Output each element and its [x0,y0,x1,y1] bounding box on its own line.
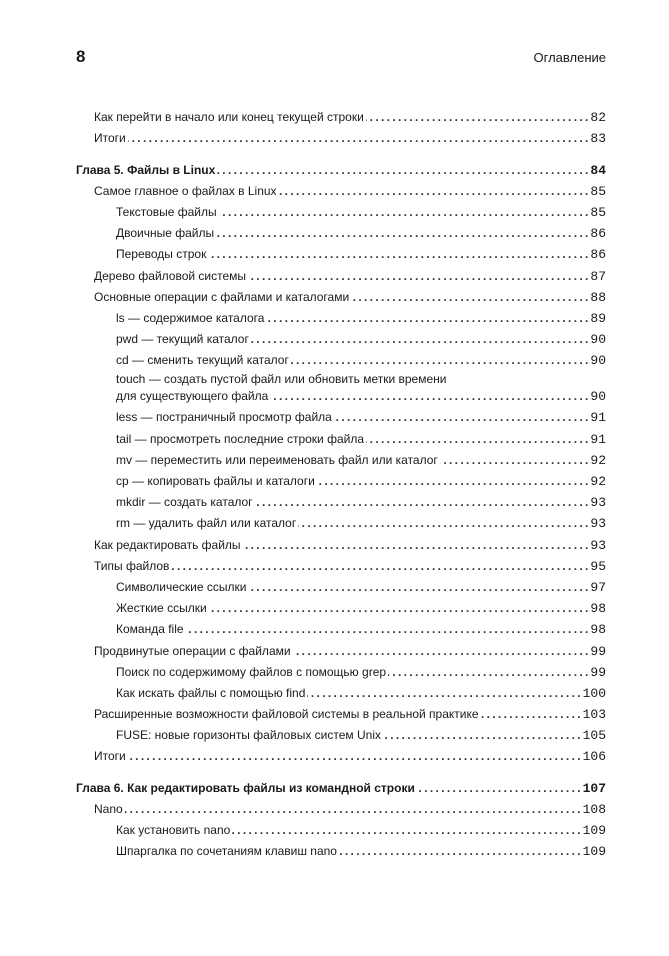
dot-leader [255,495,589,510]
toc-page-number: 83 [590,131,606,147]
dot-leader [125,802,581,817]
dot-leader [417,781,581,796]
toc-entry[interactable] [76,531,606,552]
dot-leader [219,205,589,220]
toc-entry-title: touch — создать пустой файл или обновить метки времени [116,372,447,387]
dot-leader [248,580,588,595]
toc-page-number: 85 [590,183,606,199]
toc-page-number: 97 [590,579,606,595]
toc-entry-title: Nano [94,801,123,816]
toc-entry-title: Глава 5. Файлы в Linux [76,162,216,177]
toc-entry-title: Текстовые файлы [116,204,217,219]
toc-entry[interactable] [76,447,606,468]
dot-leader [383,728,581,743]
toc-entry-title: mkdir — создать каталог [116,495,253,510]
toc-entry-title: Как перейти в начало или конец текущей строки [94,110,364,125]
toc-entry-title: FUSE: новые горизонты файловых систем Unix [116,728,381,743]
toc-entry[interactable] [76,595,606,616]
toc-page-number: 82 [590,110,606,126]
toc-entry-title: Жесткие ссылки [116,601,207,616]
toc-entry-title: Двоичные файлы [116,226,215,241]
toc-page-number: 109 [582,844,606,860]
toc-page-number: 100 [582,685,606,701]
toc-entry-title: Итоги [94,131,126,146]
toc-entry-title: Продвинутые операции с файлами [94,643,291,658]
dot-leader [266,311,588,326]
dot-leader [339,844,581,859]
dot-leader [270,389,588,404]
toc-entry-title: tail — просмотреть последние строки файла [116,431,365,446]
toc-page-number: 90 [590,389,606,405]
dot-leader [481,707,581,722]
table-of-contents [76,104,606,859]
toc-page-number: 85 [590,204,606,220]
toc-entry[interactable] [76,553,606,574]
toc-page-number: 98 [590,622,606,638]
dot-leader [307,686,580,701]
dot-leader [388,665,588,680]
toc-entry-title: Поиск по содержимому файлов с помощью grep [116,664,387,679]
dot-leader [251,332,589,347]
toc-entry-title: Глава 6. Как редактировать файлы из командной строки [76,780,415,795]
toc-entry[interactable] [76,262,606,283]
toc-entry[interactable] [76,637,606,658]
toc-entry-title: Символические ссылки [116,579,247,594]
toc-chapter-entry[interactable] [76,774,606,795]
dot-leader [248,269,588,284]
toc-page-number: 93 [590,537,606,553]
dot-leader [366,110,589,125]
dot-leader [217,163,588,178]
toc-entry-title: Как установить nano [116,823,231,837]
toc-entry[interactable] [76,347,606,368]
toc-chapter-entry[interactable] [76,156,606,177]
dot-leader [440,453,589,468]
toc-entry-title: Итоги [94,749,126,764]
dot-leader [298,516,588,531]
toc-page-number: 92 [590,452,606,468]
toc-page-number: 93 [590,495,606,511]
toc-entry[interactable] [76,404,606,425]
dot-leader [208,247,588,262]
dot-leader [186,622,589,637]
toc-entry-title: mv — переместить или переименовать файл или каталог [116,452,438,467]
toc-entry[interactable] [76,489,606,510]
toc-entry-title-continuation: для существующего файла [116,389,269,404]
toc-page-number: 86 [590,247,606,263]
toc-page-number: 90 [590,353,606,369]
toc-entry-title: rm — удалить файл или каталог [116,516,297,531]
toc-entry-title: ls — содержимое каталога [116,310,265,325]
dot-leader [209,601,589,616]
dot-leader [293,644,589,659]
dot-leader [171,559,588,574]
toc-page-number: 98 [590,601,606,617]
toc-entry-title: Переводы строк [116,247,207,262]
toc-entry[interactable] [76,743,606,764]
toc-entry[interactable] [76,326,606,347]
toc-entry[interactable] [76,178,606,199]
toc-entry[interactable] [76,425,606,446]
toc-page-number: 91 [590,431,606,447]
toc-entry[interactable] [76,241,606,262]
toc-page-number: 91 [590,410,606,426]
toc-entry[interactable] [76,468,606,489]
toc-entry[interactable] [76,616,606,637]
toc-entry[interactable] [76,368,606,404]
toc-page-number: 93 [590,516,606,532]
toc-entry[interactable] [76,284,606,305]
dot-leader [128,749,581,764]
toc-entry[interactable] [76,305,606,326]
toc-entry[interactable] [76,701,606,722]
toc-page-number: 87 [590,268,606,284]
toc-page-number: 106 [582,749,606,765]
dot-leader [366,432,588,447]
toc-entry[interactable] [76,817,606,838]
toc-entry[interactable] [76,510,606,531]
toc-entry[interactable] [76,680,606,701]
toc-page-number: 92 [590,474,606,489]
toc-entry-title: pwd — текущий каталог [116,332,249,347]
toc-entry-title: Самое главное о файлах в Linux [94,183,277,198]
dot-leader [291,353,589,368]
dot-leader [351,290,588,305]
dot-leader [232,823,580,838]
toc-page-number: 109 [582,823,606,838]
toc-page-number: 105 [582,728,606,744]
dot-leader [243,538,589,553]
toc-entry-title: Типы файлов [94,558,170,573]
dot-leader [334,410,589,425]
toc-page-number: 103 [582,707,606,723]
toc-page-number: 90 [590,332,606,348]
toc-entry-title: Как редактировать файлы [94,537,241,552]
toc-entry-title: Основные операции с файлами и каталогами [94,289,350,304]
toc-entry[interactable] [76,125,606,146]
toc-entry[interactable] [76,199,606,220]
toc-entry[interactable] [76,659,606,680]
toc-entry-title: Шпаргалка по сочетаниям клавиш nano [116,844,337,859]
page-number: 8 [76,47,86,66]
toc-entry[interactable] [76,574,606,595]
toc-page-number: 95 [590,558,606,574]
toc-page-number: 88 [590,289,606,305]
toc-page-number: 99 [590,643,606,659]
toc-entry-title: Как искать файлы с помощью find [116,685,306,700]
toc-page-number: 86 [590,226,606,242]
toc-entry[interactable] [76,722,606,743]
toc-entry-title: Дерево файловой системы [94,268,247,283]
toc-page-number: 89 [590,310,606,326]
running-header: Оглавление [533,50,606,65]
toc-page-number: 84 [590,162,606,178]
toc-page-number: 99 [590,664,606,680]
dot-leader [317,474,589,489]
toc-entry-title: cd — сменить текущий каталог [116,353,289,368]
toc-entry-title: Команда file [116,622,184,637]
toc-entry[interactable] [76,838,606,859]
dot-leader [216,226,588,241]
toc-entry-title: Расширенные возможности файловой системы в реальной практике [94,707,479,722]
dot-leader [279,184,589,199]
toc-page-number: 107 [582,780,606,796]
toc-entry[interactable] [76,796,606,817]
toc-entry-title: less — постраничный просмотр файла [116,410,332,425]
toc-entry-title: cp — копировать файлы и каталоги [116,474,315,488]
toc-entry[interactable] [76,104,606,125]
dot-leader [128,131,589,146]
toc-page-number: 108 [582,801,606,817]
toc-entry[interactable] [76,220,606,241]
